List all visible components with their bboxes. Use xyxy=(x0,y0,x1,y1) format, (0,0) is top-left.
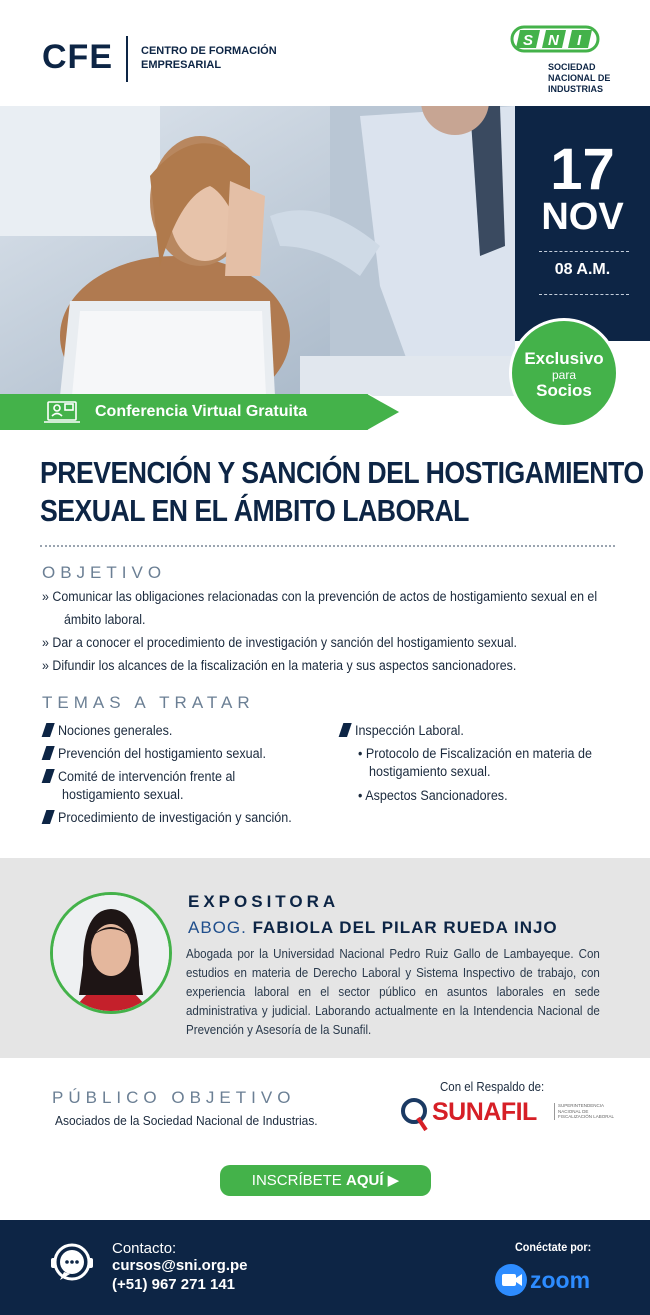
speaker-prefix: ABOG. xyxy=(188,918,247,937)
tema-item xyxy=(44,809,292,827)
slash-bullet-icon xyxy=(339,723,352,737)
svg-text:S: S xyxy=(523,32,534,49)
cfe-logo: CFE xyxy=(42,38,113,76)
zoom-text: zoom xyxy=(530,1267,591,1293)
tema-text: Prevención del hostigamiento sexual. xyxy=(57,746,266,761)
sni-name-line1: SOCIEDAD xyxy=(548,62,596,72)
play-arrow-icon: ▶ xyxy=(387,1172,400,1189)
register-button[interactable] xyxy=(220,1165,431,1196)
respaldo-label: Con el Respaldo de: xyxy=(440,1080,545,1094)
badge-line3: Socios xyxy=(536,381,592,400)
tema-text: Procedimiento de investigación y sanción. xyxy=(57,810,292,825)
tema-text-cont: hostigamiento sexual. xyxy=(62,787,184,802)
tema-subitem: • Aspectos Sancionadores. xyxy=(358,788,508,803)
speaker-bio: Abogada por la Universidad Nacional Pedro Ruiz Gallo de Lambayeque. Con estudios en materia de Derecho Laboral y Sistema Inspectivo de trabajo, con experiencia laboral en el sector público en asuntos laborales en sede administrativa y judicial. Laborando actualmente en la Intendencia Nacional de Prevención y Asesoría de la Sunafil. xyxy=(186,946,600,1037)
tema-text: Nociones generales. xyxy=(57,723,173,738)
date-divider xyxy=(539,251,629,252)
tema-subitem-cont: hostigamiento sexual. xyxy=(369,764,491,779)
tema-text: Comité de intervención frente al xyxy=(57,769,236,784)
logo-divider xyxy=(126,36,128,82)
page-title xyxy=(40,454,644,530)
title-divider xyxy=(40,545,615,547)
tema-item xyxy=(44,722,172,740)
event-time: 08 A.M. xyxy=(554,261,611,278)
register-label: INSCRÍBETE xyxy=(251,1172,342,1189)
tema-text: Inspección Laboral. xyxy=(354,723,464,738)
register-emphasis: AQUÍ xyxy=(345,1172,384,1189)
contact-email[interactable]: cursos@sni.org.pe xyxy=(112,1257,248,1274)
event-day: 17 xyxy=(550,137,615,202)
speaker-heading: EXPOSITORA xyxy=(188,892,340,911)
sunafil-subtitle: SUPERINTENDENCIA NACIONAL DE FISCALIZACIÓN LABORAL xyxy=(554,1103,618,1120)
objetivo-heading: OBJETIVO xyxy=(42,563,167,582)
speaker-photo xyxy=(53,895,169,1011)
cfe-name xyxy=(141,44,301,72)
speaker-avatar xyxy=(50,892,172,1014)
objetivo-item: » Comunicar las obligaciones relacionadas con la prevención de actos de hostigamiento sexual en el xyxy=(42,589,598,604)
sni-name xyxy=(548,62,638,95)
badge-line2: para xyxy=(551,368,577,382)
contact-phone[interactable]: (+51) 967 271 141 xyxy=(112,1276,236,1293)
connect-label: Conéctate por: xyxy=(515,1240,592,1254)
publico-heading: PÚBLICO OBJETIVO xyxy=(52,1088,296,1107)
date-divider xyxy=(539,294,629,295)
title-line1: PREVENCIÓN Y SANCIÓN DEL HOSTIGAMIENTO xyxy=(40,455,644,490)
tema-item xyxy=(341,722,464,740)
title-line2: SEXUAL EN EL ÁMBITO LABORAL xyxy=(40,493,469,528)
contact-label: Contacto: xyxy=(112,1240,177,1257)
publico-text: Asociados de la Sociedad Nacional de Industrias. xyxy=(55,1113,318,1128)
slash-bullet-icon xyxy=(42,746,55,760)
badge-line1: Exclusivo xyxy=(524,349,604,368)
sunafil-logo: SUNAFIL xyxy=(432,1098,537,1126)
sni-logo xyxy=(510,24,600,54)
temas-heading: TEMAS A TRATAR xyxy=(42,693,255,712)
zoom-logo xyxy=(494,1262,604,1298)
date-panel xyxy=(515,106,650,341)
sunafil-emblem-icon xyxy=(400,1096,430,1134)
speaker-fullname: FABIOLA DEL PILAR RUEDA INJO xyxy=(252,918,558,937)
chat-support-icon xyxy=(46,1238,98,1290)
cfe-name-line2: EMPRESARIAL xyxy=(141,59,222,71)
objetivo-item: » Dar a conocer el procedimiento de investigación y sanción del hostigamiento sexual. xyxy=(42,635,517,650)
speaker-name xyxy=(188,918,558,938)
slash-bullet-icon xyxy=(42,769,55,783)
sni-name-line3: INDUSTRIAS xyxy=(548,84,604,94)
exclusive-badge xyxy=(509,318,619,428)
sni-name-line2: NACIONAL DE xyxy=(548,73,611,83)
tema-item xyxy=(44,745,266,763)
objetivo-item: ámbito laboral. xyxy=(64,612,146,627)
event-month: NOV xyxy=(541,196,624,238)
conference-label: Conferencia Virtual Gratuita xyxy=(95,403,308,420)
objetivo-item: » Difundir los alcances de la fiscalización en la materia y sus aspectos sancionadores. xyxy=(42,658,517,673)
tema-subitem: • Protocolo de Fiscalización en materia de xyxy=(358,746,592,761)
svg-text:I: I xyxy=(577,32,582,49)
hero-photo xyxy=(0,106,515,396)
svg-text:N: N xyxy=(548,32,559,49)
tema-item xyxy=(44,768,235,786)
slash-bullet-icon xyxy=(42,810,55,824)
slash-bullet-icon xyxy=(42,723,55,737)
cfe-name-line1: CENTRO DE FORMACIÓN xyxy=(141,45,277,57)
